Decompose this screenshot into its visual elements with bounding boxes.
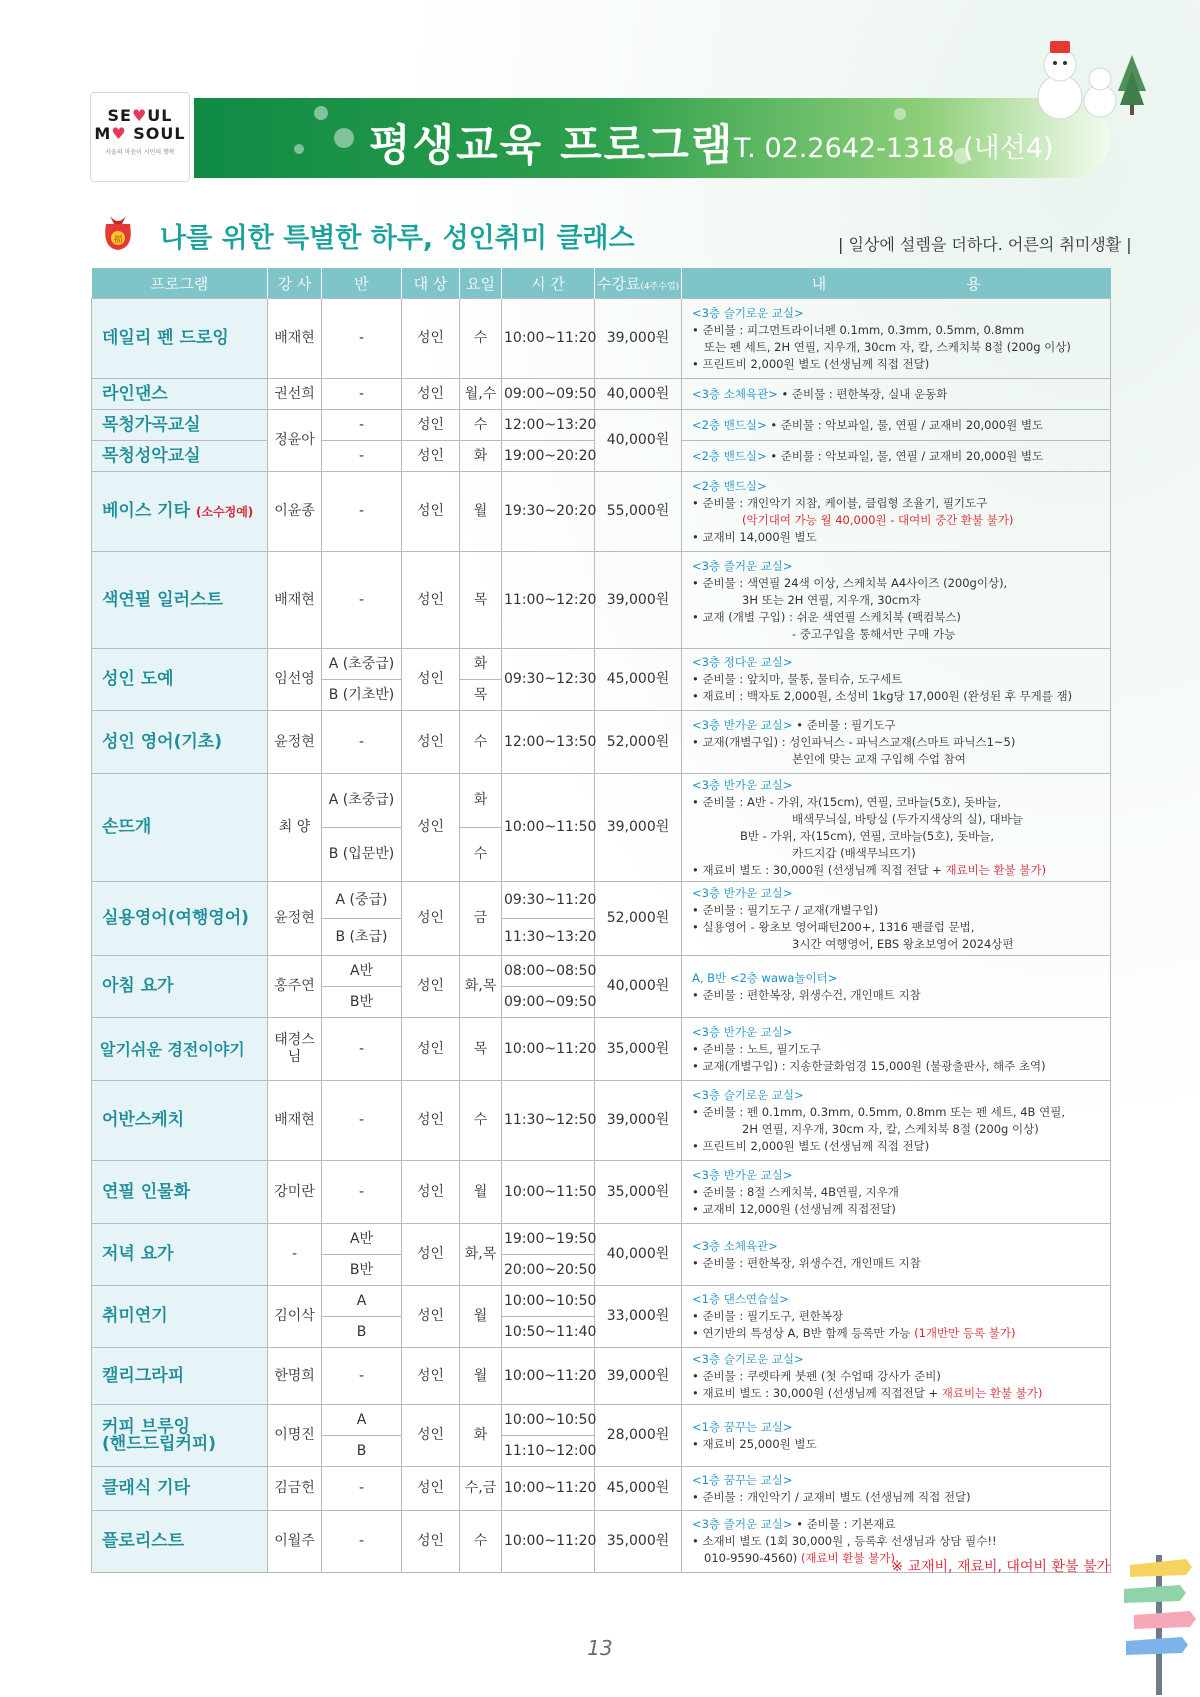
column-header-program: 프로그램 xyxy=(92,268,268,299)
time: 12:00~13:50 xyxy=(502,711,595,774)
target: 성인 xyxy=(402,711,460,774)
target: 성인 xyxy=(402,1081,460,1161)
content: <3층 즐거운 교실> • 준비물 : 색연필 24색 이상, 스케치북 A4사이즈 (200g이상), 3H 또는 2H 연필, 지우개, 30cm자 • 교재 (개별 구입) : 쉬운 색연필 스케치북 (팩컴북스) - 중고구입을 통해서만 구매 가능 xyxy=(682,552,1111,649)
column-header-fee: 수강료(4주수업) xyxy=(595,268,682,299)
column-header-content: 내 용 xyxy=(682,268,1111,299)
program-name: 색연필 일러스트 xyxy=(92,552,268,649)
lucky-bag-icon xyxy=(98,208,138,252)
table-row xyxy=(92,1161,1111,1224)
class: - xyxy=(322,711,402,774)
day: 화 xyxy=(460,649,502,680)
program-table xyxy=(91,268,1111,1573)
content: <3층 반가운 교실> • 준비물 : 8절 스케치북, 4B연필, 지우개 • 교재비 12,000원 (선생님께 직접전달) xyxy=(682,1161,1111,1224)
time: 20:00~20:50 xyxy=(502,1255,595,1286)
teacher: 권선희 xyxy=(268,379,322,410)
time: 09:00~09:50 xyxy=(502,379,595,410)
teacher: 임선영 xyxy=(268,649,322,711)
content: <3층 슬기로운 교실> • 준비물 : 쿠렛타케 붓펜 (첫 수업때 강사가 준비) • 재료비 별도 : 30,000원 (선생님께 직접전달 + 재료비는 환불 불가) xyxy=(682,1348,1111,1405)
target: 성인 xyxy=(402,1348,460,1405)
class: A (초중급) xyxy=(322,774,402,828)
fee: 35,000원 xyxy=(595,1511,682,1573)
target: 성인 xyxy=(402,882,460,956)
time: 12:00~13:20 xyxy=(502,410,595,441)
program-name: 취미연기 xyxy=(92,1286,268,1348)
section-title: 나를 위한 특별한 하루, 성인취미 클래스 xyxy=(160,223,635,254)
program-name: 베이스 기타 (소수정예) xyxy=(92,472,268,552)
program-name: 캘리그라피 xyxy=(92,1348,268,1405)
fee: 39,000원 xyxy=(595,1348,682,1405)
time: 10:00~11:20 xyxy=(502,1348,595,1405)
table-row xyxy=(92,379,1111,410)
table-row xyxy=(92,552,1111,649)
class: - xyxy=(322,1018,402,1081)
content: <3층 슬기로운 교실> • 준비물 : 피그먼트라이너펜 0.1mm, 0.3mm, 0.5mm, 0.8mm 또는 펜 세트, 2H 연필, 지우개, 30cm 자, 칼, 스케치북 8절 (200g 이상) • 프린트비 2,000원 별도 (선생님께 직접 전달) xyxy=(682,299,1111,379)
program-name: 데일리 펜 드로잉 xyxy=(92,299,268,379)
fee: 40,000원 xyxy=(595,379,682,410)
target: 성인 xyxy=(402,441,460,472)
fee: 39,000원 xyxy=(595,299,682,379)
fee: 40,000원 xyxy=(595,1224,682,1286)
day: 목 xyxy=(460,680,502,711)
target: 성인 xyxy=(402,1286,460,1348)
target: 성인 xyxy=(402,649,460,711)
class: B반 xyxy=(322,987,402,1018)
program-name: 알기쉬운 경전이야기 xyxy=(92,1018,268,1081)
fee: 39,000원 xyxy=(595,552,682,649)
teacher: 배재현 xyxy=(268,1081,322,1161)
fee: 55,000원 xyxy=(595,472,682,552)
time: 09:30~11:20 xyxy=(502,882,595,919)
program-name: 아침 요가 xyxy=(92,956,268,1018)
teacher: 이월주 xyxy=(268,1511,322,1573)
time: 08:00~08:50 xyxy=(502,956,595,987)
time: 10:00~11:20 xyxy=(502,299,595,379)
day: 금 xyxy=(460,882,502,956)
class: B반 xyxy=(322,1255,402,1286)
content: <1층 댄스연습실> • 준비물 : 필기도구, 편한복장 • 연기반의 특성상 A, B반 함께 등록만 가능 (1개반만 등록 불가) xyxy=(682,1286,1111,1348)
content: <3층 슬기로운 교실> • 준비물 : 펜 0.1mm, 0.3mm, 0.5mm, 0.8mm 또는 펜 세트, 4B 연필, 2H 연필, 지우개, 30cm 자, 칼, 스케치북 8절 (200g 이상) • 프린트비 2,000원 별도 (선생님께 직접 전달) xyxy=(682,1081,1111,1161)
class: A xyxy=(322,1405,402,1436)
class: A반 xyxy=(322,1224,402,1255)
svg-text:福: 福 xyxy=(113,235,123,245)
target: 성인 xyxy=(402,1161,460,1224)
day: 화 xyxy=(460,441,502,472)
content: <2층 밴드실> • 준비물 : 악보파일, 물, 연필 / 교재비 20,000원 별도 xyxy=(682,441,1111,472)
table-row xyxy=(92,1467,1111,1511)
page-number: 13 xyxy=(587,1636,613,1660)
fee: 52,000원 xyxy=(595,711,682,774)
table-header-row xyxy=(92,268,1111,299)
time: 10:00~10:50 xyxy=(502,1405,595,1436)
class: B (입문반) xyxy=(322,828,402,882)
day: 수 xyxy=(460,828,502,882)
content: <2층 밴드실> • 준비물 : 개인악기 지참, 케이블, 클립형 조율기, 필기도구 (악기대여 가능 월 40,000원 - 대여비 중간 환불 불가) • 교재비 14,000원 별도 xyxy=(682,472,1111,552)
table-row xyxy=(92,774,1111,828)
target: 성인 xyxy=(402,379,460,410)
phone-number: T. 02.2642-1318 (내선4) xyxy=(734,133,1054,164)
content: <3층 반가운 교실> • 준비물 : 노트, 필기도구 • 교재(개별구입) : 지송한글화엄경 15,000원 (불광출판사, 해주 초역) xyxy=(682,1018,1111,1081)
target: 성인 xyxy=(402,1467,460,1511)
table-row xyxy=(92,1224,1111,1255)
time: 11:30~13:20 xyxy=(502,919,595,956)
target: 성인 xyxy=(402,1224,460,1286)
teacher: 최 양 xyxy=(268,774,322,882)
class: - xyxy=(322,410,402,441)
content: <3층 반가운 교실> • 준비물 : 필기도구 / 교재(개별구입) • 실용영어 - 왕초보 영어패턴200+, 1316 팬클럽 문법, 3시간 여행영어, EBS 왕초보영어 2024상편 xyxy=(682,882,1111,956)
fee: 52,000원 xyxy=(595,882,682,956)
signpost-icon xyxy=(1120,1545,1198,1695)
teacher: 태경스님 xyxy=(268,1018,322,1081)
day: 목 xyxy=(460,1018,502,1081)
class: - xyxy=(322,1348,402,1405)
seoul-my-soul-logo: SE♥UL M♥ SOUL 서울의 마음이 시민의 행복 xyxy=(90,92,190,182)
target: 성인 xyxy=(402,1018,460,1081)
teacher: 홍주연 xyxy=(268,956,322,1018)
fee: 40,000원 xyxy=(595,956,682,1018)
column-header-time: 시 간 xyxy=(502,268,595,299)
day: 화 xyxy=(460,774,502,828)
time: 10:00~11:20 xyxy=(502,1018,595,1081)
time: 11:00~12:20 xyxy=(502,552,595,649)
teacher: 윤정현 xyxy=(268,711,322,774)
fee: 33,000원 xyxy=(595,1286,682,1348)
target: 성인 xyxy=(402,410,460,441)
class: B xyxy=(322,1317,402,1348)
table-row xyxy=(92,472,1111,552)
program-name: 성인 도예 xyxy=(92,649,268,711)
teacher: 김이삭 xyxy=(268,1286,322,1348)
fee: 45,000원 xyxy=(595,1467,682,1511)
target: 성인 xyxy=(402,552,460,649)
program-name: 목청가곡교실 xyxy=(92,410,268,441)
day: 화 xyxy=(460,1405,502,1467)
day: 수,금 xyxy=(460,1467,502,1511)
day: 수 xyxy=(460,711,502,774)
class: B (초급) xyxy=(322,919,402,956)
target: 성인 xyxy=(402,1511,460,1573)
column-header-day: 요일 xyxy=(460,268,502,299)
time: 11:10~12:00 xyxy=(502,1436,595,1467)
page-title: 평생교육 프로그램 xyxy=(369,121,735,171)
day: 수 xyxy=(460,299,502,379)
table-row xyxy=(92,956,1111,987)
table-row xyxy=(92,1286,1111,1317)
fee: 39,000원 xyxy=(595,774,682,882)
program-name: 저녁 요가 xyxy=(92,1224,268,1286)
day: 월 xyxy=(460,472,502,552)
class: B xyxy=(322,1436,402,1467)
target: 성인 xyxy=(402,956,460,1018)
day: 화,목 xyxy=(460,1224,502,1286)
target: 성인 xyxy=(402,1405,460,1467)
title-banner xyxy=(194,98,1110,178)
program-name: 손뜨개 xyxy=(92,774,268,882)
content: <1층 꿈꾸는 교실> • 재료비 25,000원 별도 xyxy=(682,1405,1111,1467)
class: - xyxy=(322,441,402,472)
teacher: - xyxy=(268,1224,322,1286)
column-header-class: 반 xyxy=(322,268,402,299)
program-name: 라인댄스 xyxy=(92,379,268,410)
program-name: 클래식 기타 xyxy=(92,1467,268,1511)
teacher: 정윤아 xyxy=(268,410,322,472)
day: 월 xyxy=(460,1161,502,1224)
time: 19:30~20:20 xyxy=(502,472,595,552)
snowman-icon xyxy=(1020,35,1150,125)
table-row xyxy=(92,711,1111,774)
time: 10:00~11:20 xyxy=(502,1467,595,1511)
time: 10:00~11:20 xyxy=(502,1511,595,1573)
table-row xyxy=(92,410,1111,441)
program-name: 커피 브루잉 (핸드드립커피) xyxy=(92,1405,268,1467)
teacher: 배재현 xyxy=(268,299,322,379)
content: <3층 소체육관> • 준비물 : 편한복장, 실내 운동화 xyxy=(682,379,1111,410)
page-header xyxy=(90,92,1110,184)
class: - xyxy=(322,299,402,379)
fee: 28,000원 xyxy=(595,1405,682,1467)
fee: 35,000원 xyxy=(595,1018,682,1081)
table-row xyxy=(92,1018,1111,1081)
teacher: 윤정현 xyxy=(268,882,322,956)
fee: 45,000원 xyxy=(595,649,682,711)
content: A, B반 <2층 wawa놀이터> • 준비물 : 편한복장, 위생수건, 개인매트 지참 xyxy=(682,956,1111,1018)
table-row xyxy=(92,649,1111,680)
content: <3층 즐거운 교실> • 준비물 : 기본재료 • 소재비 별도 (1회 30,000원 , 등록후 선생님과 상담 필수!! 010-9590-4560) (재료비 환불 불가) xyxy=(682,1511,1111,1573)
content: <3층 소체육관> • 준비물 : 편한복장, 위생수건, 개인매트 지참 xyxy=(682,1224,1111,1286)
target: 성인 xyxy=(402,472,460,552)
time: 09:00~09:50 xyxy=(502,987,595,1018)
table-row xyxy=(92,1405,1111,1436)
column-header-teacher: 강 사 xyxy=(268,268,322,299)
class: - xyxy=(322,1511,402,1573)
class: - xyxy=(322,1467,402,1511)
time: 10:00~11:50 xyxy=(502,1161,595,1224)
class: A반 xyxy=(322,956,402,987)
time: 09:30~12:30 xyxy=(502,649,595,711)
program-name: 실용영어(여행영어) xyxy=(92,882,268,956)
teacher: 한명희 xyxy=(268,1348,322,1405)
day: 월,수 xyxy=(460,379,502,410)
teacher: 강미란 xyxy=(268,1161,322,1224)
column-header-target: 대 상 xyxy=(402,268,460,299)
time: 10:00~10:50 xyxy=(502,1286,595,1317)
program-name: 목청성악교실 xyxy=(92,441,268,472)
target: 성인 xyxy=(402,774,460,882)
content: <3층 반가운 교실> • 준비물 : 필기도구 • 교재(개별구입) : 성인파닉스 - 파닉스교재(스마트 파닉스1~5) 본인에 맞는 교재 구입해 수업 참여 xyxy=(682,711,1111,774)
fee: 35,000원 xyxy=(595,1161,682,1224)
table-row xyxy=(92,1348,1111,1405)
time: 19:00~19:50 xyxy=(502,1224,595,1255)
fee: 39,000원 xyxy=(595,1081,682,1161)
time: 11:30~12:50 xyxy=(502,1081,595,1161)
teacher: 배재현 xyxy=(268,552,322,649)
day: 월 xyxy=(460,1286,502,1348)
day: 수 xyxy=(460,1511,502,1573)
fee: 40,000원 xyxy=(595,410,682,472)
teacher: 이윤종 xyxy=(268,472,322,552)
program-name: 성인 영어(기초) xyxy=(92,711,268,774)
class: A xyxy=(322,1286,402,1317)
class: A (초중급) xyxy=(322,649,402,680)
content: <3층 반가운 교실> • 준비물 : A반 - 가위, 자(15cm), 연필, 코바늘(5호), 돗바늘, 배색무늬실, 바탕실 (두가지색상의 실), 대바늘 B반 - 가위, 자(15cm), 연필, 코바늘(5호), 돗바늘, 카드지갑 (배색무늬뜨기) • 재료비 별도 : 30,000원 (선생님께 직접 전달 + 재료비는 환불 불가) xyxy=(682,774,1111,882)
day: 화,목 xyxy=(460,956,502,1018)
content: <3층 정다운 교실> • 준비물 : 앞치마, 물통, 물티슈, 도구세트 • 재료비 : 백자토 2,000원, 소성비 1kg당 17,000원 (완성된 후 무게를 잼) xyxy=(682,649,1111,711)
teacher: 김금헌 xyxy=(268,1467,322,1511)
class: - xyxy=(322,552,402,649)
table-row xyxy=(92,299,1111,379)
class: - xyxy=(322,1161,402,1224)
day: 월 xyxy=(460,1348,502,1405)
table-row xyxy=(92,1081,1111,1161)
day: 수 xyxy=(460,410,502,441)
program-name: 연필 인물화 xyxy=(92,1161,268,1224)
class: - xyxy=(322,1081,402,1161)
time: 19:00~20:20 xyxy=(502,441,595,472)
time: 10:00~11:50 xyxy=(502,774,595,882)
program-name: 플로리스트 xyxy=(92,1511,268,1573)
table-row xyxy=(92,882,1111,919)
target: 성인 xyxy=(402,299,460,379)
day: 수 xyxy=(460,1081,502,1161)
content: <1층 꿈꾸는 교실> • 준비물 : 개인악기 / 교재비 별도 (선생님께 직접 전달) xyxy=(682,1467,1111,1511)
day: 목 xyxy=(460,552,502,649)
class: - xyxy=(322,379,402,410)
class: - xyxy=(322,472,402,552)
time: 10:50~11:40 xyxy=(502,1317,595,1348)
program-name: 어반스케치 xyxy=(92,1081,268,1161)
class: B (기초반) xyxy=(322,680,402,711)
section-subtitle: | 일상에 설렘을 더하다. 어른의 취미생활 | xyxy=(838,235,1132,254)
teacher: 이명진 xyxy=(268,1405,322,1467)
content: <2층 밴드실> • 준비물 : 악보파일, 물, 연필 / 교재비 20,000원 별도 xyxy=(682,410,1111,441)
refund-footnote: ※ 교재비, 재료비, 대여비 환불 불가 xyxy=(891,1559,1110,1575)
class: A (중급) xyxy=(322,882,402,919)
